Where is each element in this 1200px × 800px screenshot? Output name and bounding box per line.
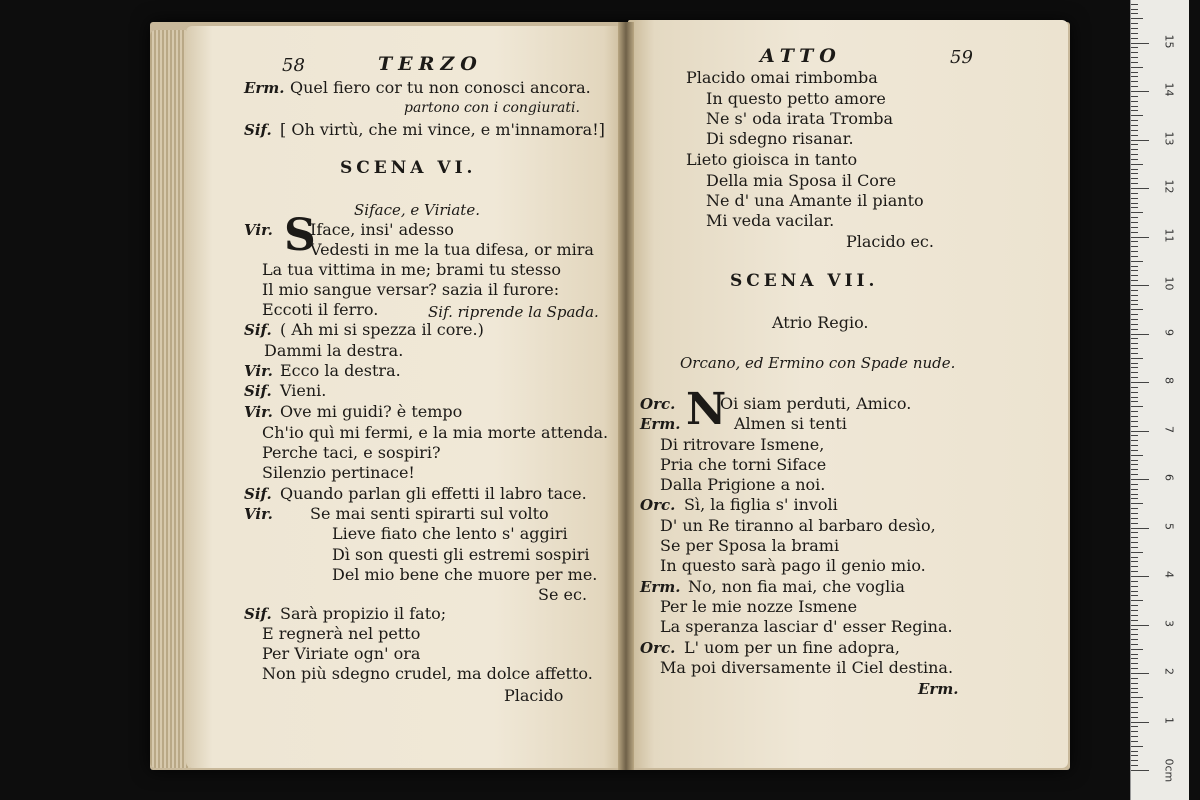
ruler-tick bbox=[1131, 649, 1143, 650]
ruler-tick bbox=[1131, 261, 1143, 262]
ruler-tick bbox=[1131, 581, 1138, 582]
verse-line: Vieni. bbox=[280, 381, 327, 400]
ruler-label: 9 bbox=[1162, 328, 1176, 336]
ruler-label: 14 bbox=[1162, 82, 1176, 97]
ruler-tick bbox=[1131, 47, 1138, 48]
ruler-tick bbox=[1131, 707, 1138, 708]
verse-line: Del mio bene che muore per me. bbox=[332, 565, 598, 584]
ruler-tick bbox=[1131, 144, 1138, 145]
ruler-tick bbox=[1131, 237, 1149, 238]
ruler-tick bbox=[1131, 300, 1138, 301]
ruler-tick bbox=[1131, 251, 1138, 252]
ruler-tick bbox=[1131, 722, 1149, 723]
ruler-tick bbox=[1131, 503, 1143, 504]
verse-line: L' uom per un fine adopra, bbox=[684, 638, 900, 657]
ruler-tick bbox=[1131, 489, 1138, 490]
ruler-tick bbox=[1131, 547, 1138, 548]
ruler-tick bbox=[1131, 38, 1138, 39]
ruler-tick bbox=[1131, 460, 1138, 461]
ruler-tick bbox=[1131, 673, 1149, 674]
ruler-tick bbox=[1131, 595, 1138, 596]
ruler-tick bbox=[1131, 348, 1138, 349]
ruler-tick bbox=[1131, 634, 1138, 635]
verse-line: Almen si tenti bbox=[734, 414, 847, 433]
ruler-tick bbox=[1131, 256, 1138, 257]
verse-line: Ne s' oda irata Tromba bbox=[706, 109, 894, 128]
ruler-tick bbox=[1131, 654, 1138, 655]
ruler-tick bbox=[1131, 658, 1138, 659]
verse-line: Iface, insi' adesso bbox=[310, 220, 454, 239]
verse-line: Ecco la destra. bbox=[280, 361, 401, 380]
verse-line: Ove mi guidi? è tempo bbox=[280, 402, 463, 421]
ruler-tick bbox=[1131, 18, 1143, 19]
ruler-tick bbox=[1131, 164, 1143, 165]
ruler-label: 5 bbox=[1162, 522, 1176, 530]
ruler-tick bbox=[1131, 741, 1138, 742]
ruler-tick bbox=[1131, 625, 1149, 626]
speaker: Vir. bbox=[244, 505, 273, 523]
ruler-tick bbox=[1131, 169, 1138, 170]
verse-line: Perche taci, e sospiri? bbox=[262, 443, 441, 462]
verse-line: In questo sarà pago il genio mio. bbox=[660, 556, 926, 575]
ruler-tick bbox=[1131, 445, 1138, 446]
ruler-tick bbox=[1131, 435, 1138, 436]
verse-line: Per le mie nozze Ismene bbox=[660, 597, 858, 616]
verse-line: Oi siam perduti, Amico. bbox=[720, 394, 912, 413]
ruler-tick bbox=[1131, 697, 1143, 698]
ruler-tick bbox=[1131, 518, 1138, 519]
verse-line: Lieto gioisca in tanto bbox=[686, 150, 858, 169]
ruler-tick bbox=[1131, 552, 1143, 553]
ruler-tick bbox=[1131, 125, 1138, 126]
ruler-tick bbox=[1131, 198, 1138, 199]
verse-line: ( Ah mi si spezza il core.) bbox=[280, 320, 484, 339]
ruler-tick bbox=[1131, 479, 1149, 480]
verse-line: No, non fia mai, che voglia bbox=[688, 577, 905, 596]
catchword: Placido bbox=[504, 686, 564, 705]
ruler-tick bbox=[1131, 178, 1138, 179]
ruler-tick bbox=[1131, 13, 1138, 14]
page-number-right: 59 bbox=[950, 47, 973, 68]
ruler-tick bbox=[1131, 120, 1138, 121]
ruler-label: 12 bbox=[1162, 179, 1176, 194]
speaker: Vir. bbox=[244, 221, 273, 239]
ruler-tick bbox=[1131, 770, 1149, 771]
ruler-label: 3 bbox=[1162, 619, 1176, 627]
speaker: Erm. bbox=[640, 415, 681, 433]
scene-characters: Orcano, ed Ermino con Spade nude. bbox=[680, 354, 956, 372]
page-number-left: 58 bbox=[282, 55, 305, 76]
ruler-tick bbox=[1131, 309, 1143, 310]
ruler-tick bbox=[1131, 188, 1149, 189]
verse-line: Eccoti il ferro. bbox=[262, 300, 379, 319]
verse-line: Silenzio pertinace! bbox=[262, 463, 415, 482]
ruler-tick bbox=[1131, 498, 1138, 499]
ruler-tick bbox=[1131, 329, 1138, 330]
ruler-tick bbox=[1131, 358, 1143, 359]
speaker: Vir. bbox=[244, 362, 273, 380]
verse-line: Della mia Sposa il Core bbox=[706, 171, 897, 190]
ruler-tick bbox=[1131, 377, 1138, 378]
ruler-label: 7 bbox=[1162, 425, 1176, 433]
ruler-label: 11 bbox=[1162, 228, 1176, 242]
ruler-tick bbox=[1131, 537, 1138, 538]
ruler-label: 8 bbox=[1162, 377, 1176, 384]
ruler-tick bbox=[1131, 28, 1138, 29]
verse-line: La tua vittima in me; brami tu stesso bbox=[262, 260, 561, 279]
ruler-tick bbox=[1131, 760, 1138, 761]
verse-line: E regnerà nel petto bbox=[262, 624, 421, 643]
ruler-tick bbox=[1131, 33, 1138, 34]
stage-direction: Sif. riprende la Spada. bbox=[428, 303, 599, 321]
ruler-tick bbox=[1131, 319, 1138, 320]
ruler-tick bbox=[1131, 52, 1138, 53]
ruler-tick bbox=[1131, 154, 1138, 155]
verse-line: Ne d' una Amante il pianto bbox=[706, 191, 924, 210]
ruler-tick bbox=[1131, 183, 1138, 184]
ruler-label: 10 bbox=[1162, 276, 1176, 291]
ruler-tick bbox=[1131, 620, 1138, 621]
ruler-tick bbox=[1131, 241, 1138, 242]
ruler-tick bbox=[1131, 285, 1149, 286]
verse-line: Placido omai rimbomba bbox=[686, 68, 878, 87]
ruler-tick bbox=[1131, 566, 1138, 567]
ruler-tick bbox=[1131, 484, 1138, 485]
ruler-tick bbox=[1131, 115, 1143, 116]
ruler-tick bbox=[1131, 203, 1138, 204]
ruler-tick bbox=[1131, 600, 1143, 601]
ruler-tick bbox=[1131, 101, 1138, 102]
ruler-tick bbox=[1131, 688, 1138, 689]
page-edges bbox=[150, 30, 190, 768]
ruler-tick bbox=[1131, 532, 1138, 533]
ruler-tick bbox=[1131, 227, 1138, 228]
scene-heading: SCENA VII. bbox=[730, 271, 879, 291]
ruler-tick bbox=[1131, 173, 1138, 174]
ruler-tick bbox=[1131, 67, 1143, 68]
ruler-tick bbox=[1131, 270, 1138, 271]
verse-line: Lieve fiato che lento s' aggiri bbox=[332, 524, 568, 543]
ruler-label: 2 bbox=[1162, 668, 1176, 675]
verse-line: Di sdegno risanar. bbox=[706, 129, 854, 148]
verse-line: Pria che torni Siface bbox=[660, 455, 827, 474]
ruler-tick bbox=[1131, 668, 1138, 669]
ruler-tick bbox=[1131, 207, 1138, 208]
page-header-left: TERZO bbox=[378, 53, 483, 75]
verse-line: Per Viriate ogn' ora bbox=[262, 644, 421, 663]
ruler-tick bbox=[1131, 23, 1138, 24]
ruler-tick bbox=[1131, 304, 1138, 305]
ruler-label: 0cm bbox=[1162, 758, 1176, 783]
ruler-tick bbox=[1131, 528, 1149, 529]
verse-line: Quando parlan gli effetti il labro tace. bbox=[280, 484, 587, 503]
ruler-tick bbox=[1131, 464, 1138, 465]
speaker: Sif. bbox=[244, 321, 272, 339]
ruler-tick bbox=[1131, 751, 1138, 752]
verse-line: Mi veda vacilar. bbox=[706, 211, 835, 230]
ruler-tick bbox=[1131, 561, 1138, 562]
ruler-tick bbox=[1131, 110, 1138, 111]
speaker: Vir. bbox=[244, 403, 273, 421]
ruler-tick bbox=[1131, 401, 1138, 402]
ruler-tick bbox=[1131, 591, 1138, 592]
speaker: Erm. bbox=[244, 79, 285, 97]
ruler-tick bbox=[1131, 232, 1138, 233]
ruler-tick bbox=[1131, 615, 1138, 616]
ruler-tick bbox=[1131, 334, 1149, 335]
speaker: Sif. bbox=[244, 605, 272, 623]
ruler-tick bbox=[1131, 367, 1138, 368]
ruler-tick bbox=[1131, 295, 1138, 296]
verse-line: D' un Re tiranno al barbaro desìo, bbox=[660, 516, 936, 535]
ruler-tick bbox=[1131, 363, 1138, 364]
ruler-tick bbox=[1131, 212, 1143, 213]
ruler-tick bbox=[1131, 736, 1138, 737]
ruler-tick bbox=[1131, 4, 1138, 5]
ruler-tick bbox=[1131, 431, 1149, 432]
speaker: Orc. bbox=[640, 395, 676, 413]
ruler-tick bbox=[1131, 397, 1138, 398]
verse-line: Dammi la destra. bbox=[264, 341, 404, 360]
ruler-tick bbox=[1131, 57, 1138, 58]
ruler-tick bbox=[1131, 474, 1138, 475]
ruler-tick bbox=[1131, 217, 1138, 218]
verse-line: Sarà propizio il fato; bbox=[280, 604, 447, 623]
ruler-tick bbox=[1131, 639, 1138, 640]
speaker: Orc. bbox=[640, 639, 676, 657]
ruler-tick bbox=[1131, 576, 1149, 577]
ruler-tick bbox=[1131, 508, 1138, 509]
ruler-tick bbox=[1131, 43, 1149, 44]
ruler-tick bbox=[1131, 731, 1138, 732]
ruler-label: 13 bbox=[1162, 131, 1176, 145]
ruler-tick bbox=[1131, 382, 1149, 383]
ruler-tick bbox=[1131, 644, 1138, 645]
scene-characters: Siface, e Viriate. bbox=[354, 201, 480, 219]
ruler-tick bbox=[1131, 416, 1138, 417]
ruler-tick bbox=[1131, 523, 1138, 524]
ruler-tick bbox=[1131, 513, 1138, 514]
ruler-tick bbox=[1131, 372, 1138, 373]
verse-line: [ Oh virtù, che mi vince, e m'innamora!] bbox=[280, 120, 605, 139]
ruler-tick bbox=[1131, 96, 1138, 97]
ruler-label: 4 bbox=[1162, 571, 1176, 578]
ruler-tick bbox=[1131, 106, 1138, 107]
verse-line: Non più sdegno crudel, ma dolce affetto. bbox=[262, 664, 593, 683]
page-header-right: ATTO bbox=[760, 45, 842, 67]
ruler-tick bbox=[1131, 91, 1149, 92]
verse-line: Sì, la figlia s' involi bbox=[684, 495, 838, 514]
speaker: Orc. bbox=[640, 496, 676, 514]
ruler-tick bbox=[1131, 557, 1138, 558]
verse-line: Se mai senti spirarti sul volto bbox=[310, 504, 549, 523]
verse-line: Quel fiero cor tu non conosci ancora. bbox=[290, 78, 591, 97]
ruler-tick bbox=[1131, 678, 1138, 679]
verse-line: La speranza lasciar d' esser Regina. bbox=[660, 617, 953, 636]
verse-line: Se ec. bbox=[538, 585, 588, 604]
ruler-tick bbox=[1131, 586, 1138, 587]
ruler-tick bbox=[1131, 392, 1138, 393]
ruler-tick bbox=[1131, 140, 1149, 141]
verse-line: In questo petto amore bbox=[706, 89, 886, 108]
speaker: Sif. bbox=[244, 485, 272, 503]
stage-direction: partono con i congiurati. bbox=[404, 100, 580, 116]
verse-line: Vedesti in me la tua difesa, or mira bbox=[310, 240, 594, 259]
ruler-tick bbox=[1131, 406, 1143, 407]
ruler-tick bbox=[1131, 314, 1138, 315]
ruler-tick bbox=[1131, 629, 1138, 630]
measuring-ruler bbox=[1130, 0, 1189, 800]
ruler-tick bbox=[1131, 765, 1138, 766]
ruler-tick bbox=[1131, 266, 1138, 267]
ruler-tick bbox=[1131, 494, 1138, 495]
ruler-tick bbox=[1131, 135, 1138, 136]
verse-line: Di ritrovare Ismene, bbox=[660, 435, 825, 454]
drop-cap: N bbox=[686, 384, 727, 435]
ruler-tick bbox=[1131, 353, 1138, 354]
ruler-tick bbox=[1131, 692, 1138, 693]
ruler-tick bbox=[1131, 440, 1138, 441]
ruler-tick bbox=[1131, 455, 1143, 456]
scene-heading: SCENA VI. bbox=[340, 158, 477, 178]
verse-line: Dì son questi gli estremi sospiri bbox=[332, 545, 590, 564]
ruler-tick bbox=[1131, 450, 1138, 451]
speaker: Sif. bbox=[244, 121, 272, 139]
book-gutter bbox=[618, 22, 634, 770]
ruler-tick bbox=[1131, 149, 1138, 150]
ruler-tick bbox=[1131, 280, 1138, 281]
ruler-tick bbox=[1131, 159, 1138, 160]
ruler-tick bbox=[1131, 421, 1138, 422]
verse-line: Placido ec. bbox=[846, 232, 934, 251]
ruler-label: 1 bbox=[1162, 716, 1176, 724]
ruler-label: 15 bbox=[1162, 34, 1176, 48]
ruler-tick bbox=[1131, 86, 1138, 87]
ruler-tick bbox=[1131, 9, 1138, 10]
ruler-tick bbox=[1131, 605, 1138, 606]
ruler-tick bbox=[1131, 571, 1138, 572]
ruler-tick bbox=[1131, 746, 1143, 747]
ruler-tick bbox=[1131, 426, 1138, 427]
ruler-tick bbox=[1131, 343, 1138, 344]
ruler-tick bbox=[1131, 712, 1138, 713]
scene-location: Atrio Regio. bbox=[772, 313, 869, 332]
ruler-tick bbox=[1131, 76, 1138, 77]
ruler-tick bbox=[1131, 387, 1138, 388]
ruler-tick bbox=[1131, 726, 1138, 727]
verse-line: Il mio sangue versar? sazia il furore: bbox=[262, 280, 560, 299]
speaker: Sif. bbox=[244, 382, 272, 400]
ruler-tick bbox=[1131, 246, 1138, 247]
ruler-tick bbox=[1131, 290, 1138, 291]
ruler-tick bbox=[1131, 324, 1138, 325]
ruler-tick bbox=[1131, 62, 1138, 63]
ruler-label: 6 bbox=[1162, 474, 1176, 481]
ruler-tick bbox=[1131, 755, 1138, 756]
ruler-tick bbox=[1131, 610, 1138, 611]
ruler-tick bbox=[1131, 222, 1138, 223]
speaker: Erm. bbox=[640, 578, 681, 596]
ruler-tick bbox=[1131, 72, 1138, 73]
ruler-tick bbox=[1131, 193, 1138, 194]
verse-line: Se per Sposa la brami bbox=[660, 536, 840, 555]
catchword: Erm. bbox=[918, 680, 959, 698]
ruler-tick bbox=[1131, 702, 1138, 703]
ruler-tick bbox=[1131, 130, 1138, 131]
ruler-tick bbox=[1131, 469, 1138, 470]
ruler-tick bbox=[1131, 411, 1138, 412]
verse-line: Ma poi diversamente il Ciel destina. bbox=[660, 658, 954, 677]
ruler-tick bbox=[1131, 338, 1138, 339]
ruler-tick bbox=[1131, 81, 1138, 82]
ruler-tick bbox=[1131, 275, 1138, 276]
drop-cap: S bbox=[284, 210, 316, 261]
verse-line: Dalla Prigione a noi. bbox=[660, 475, 826, 494]
ruler-tick bbox=[1131, 663, 1138, 664]
ruler-tick bbox=[1131, 683, 1138, 684]
ruler-tick bbox=[1131, 542, 1138, 543]
ruler-tick bbox=[1131, 717, 1138, 718]
verse-line: Ch'io quì mi fermi, e la mia morte attenda. bbox=[262, 423, 609, 442]
